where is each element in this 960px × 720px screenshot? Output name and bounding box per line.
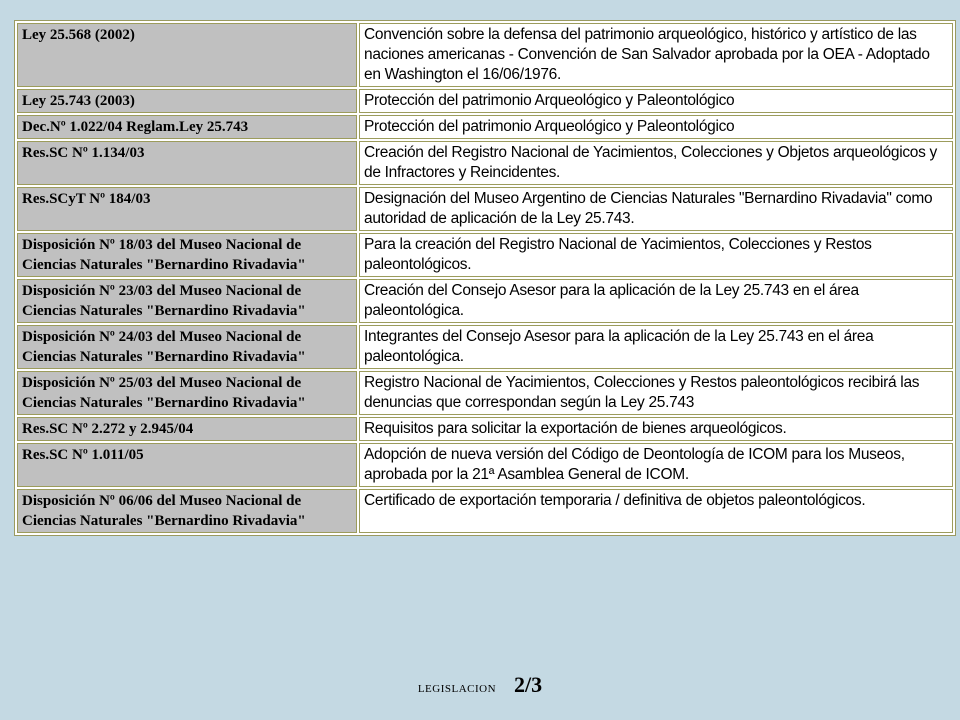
law-reference: Ley 25.743 (2003) [17,89,357,113]
law-description: Para la creación del Registro Nacional de Yacimientos, Colecciones y Restos paleontológicos. [359,233,953,277]
law-description: Certificado de exportación temporaria / definitiva de objetos paleontológicos. [359,489,953,533]
law-reference: Res.SC Nº 1.134/03 [17,141,357,185]
law-description: Requisitos para solicitar la exportación de bienes arqueológicos. [359,417,953,441]
law-reference: Disposición Nº 24/03 del Museo Nacional de Ciencias Naturales "Bernardino Rivadavia" [17,325,357,369]
law-reference: Disposición Nº 06/06 del Museo Nacional de Ciencias Naturales "Bernardino Rivadavia" [17,489,357,533]
table-row [17,443,953,487]
law-reference: Dec.Nº 1.022/04 Reglam.Ley 25.743 [17,115,357,139]
footer-label: LEGISLACION [417,683,497,695]
law-description: Integrantes del Consejo Asesor para la aplicación de la Ley 25.743 en el área paleontológica. [359,325,953,369]
page-number: 2/3 [514,672,543,697]
law-description: Creación del Registro Nacional de Yacimientos, Colecciones y Objetos arqueológicos y de Infractores y Reincidentes. [359,141,953,185]
law-description: Registro Nacional de Yacimientos, Colecciones y Restos paleontológicos recibirá las denuncias que correspondan según la Ley 25.743 [359,371,953,415]
law-reference: Disposición Nº 23/03 del Museo Nacional de Ciencias Naturales "Bernardino Rivadavia" [17,279,357,323]
law-description: Designación del Museo Argentino de Ciencias Naturales "Bernardino Rivadavia" como autoridad de aplicación de la Ley 25.743. [359,187,953,231]
law-description: Creación del Consejo Asesor para la aplicación de la Ley 25.743 en el área paleontológica. [359,279,953,323]
table-row [17,23,953,87]
law-reference: Disposición Nº 18/03 del Museo Nacional de Ciencias Naturales "Bernardino Rivadavia" [17,233,357,277]
table-row [17,187,953,231]
table-row [17,141,953,185]
law-description: Adopción de nueva versión del Código de Deontología de ICOM para los Museos, aprobada por la 21ª Asamblea General de ICOM. [359,443,953,487]
table-row [17,489,953,533]
law-reference: Disposición Nº 25/03 del Museo Nacional de Ciencias Naturales "Bernardino Rivadavia" [17,371,357,415]
law-description: Protección del patrimonio Arqueológico y Paleontológico [359,89,953,113]
table-row [17,371,953,415]
law-reference: Ley 25.568 (2002) [17,23,357,87]
table-row [17,417,953,441]
law-description: Convención sobre la defensa del patrimonio arqueológico, histórico y artístico de las naciones americanas - Convención de San Salvador aprobada por la OEA - Adoptado en Washington el 16/06/1976. [359,23,953,87]
table-row [17,89,953,113]
legislation-table [14,20,956,536]
law-reference: Res.SC Nº 1.011/05 [17,443,357,487]
table-row [17,279,953,323]
table-row [17,325,953,369]
slide-footer [0,672,960,698]
law-description: Protección del patrimonio Arqueológico y Paleontológico [359,115,953,139]
table-row [17,115,953,139]
law-reference: Res.SCyT Nº 184/03 [17,187,357,231]
law-reference: Res.SC Nº 2.272 y 2.945/04 [17,417,357,441]
table-row [17,233,953,277]
